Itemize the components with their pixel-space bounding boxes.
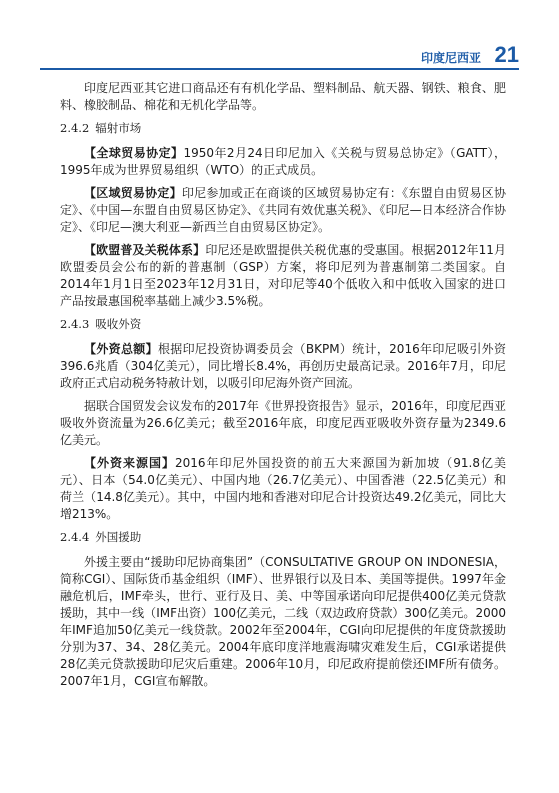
paragraph-text: 印尼参加或正在商谈的区域贸易协定有：《东盟自由贸易区协定》、《中国—东盟自由贸易区协定》、《共同有效优惠关税》、《印尼—日本经济合作协定》、《印尼—澳大利亚—新西兰自由贸易区协定》。: [60, 186, 506, 234]
section-number: 2.4.3: [60, 317, 90, 331]
page-number: 21: [494, 42, 519, 67]
page-body: [60, 80, 506, 696]
section-number: 2.4.2: [60, 121, 90, 135]
paragraph-text: 外援主要由“援助印尼协商集团”（CONSULTATIVE GROUP ON INDONESIA，简称CGI）、国际货币基金组织（IMF）、世界银行以及日本、美国等提供。1997年金融危机后，IMF牵头，世行、亚行及日、美、中等国承诺向印尼提供400亿美元贷款援助，其中一线（IMF出资）100亿美元，二线（双边政府贷款）300亿美元。2000年IMF追加50亿美元一线贷款。2002年至2004年，CGI向印尼提供的年度贷款援助分别为37、34、28亿美元。2004年底印度洋地震海啸灾难发生后，CGI承诺提供28亿美元贷款援助印尼灾后重建。2006年10月，印尼政府提前偿还IMF所有债务。2007年1月，CGI宣布解散。: [60, 555, 506, 688]
body-paragraph: [60, 145, 506, 179]
paragraph-label: 【外资总额】: [84, 342, 158, 356]
paragraph-label: 【全球贸易协定】: [84, 146, 184, 160]
running-header-country: 印度尼西亚: [420, 51, 481, 65]
paragraph-text: 据联合国贸发会议发布的2017年《世界投资报告》显示，2016年，印度尼西亚吸收外资流量为26.6亿美元；截至2016年底，印度尼西亚吸收外资存量为2349.6亿美元。: [60, 399, 506, 447]
body-paragraph: [60, 455, 506, 523]
section-heading: [60, 316, 506, 333]
paragraph-text: 2016年印尼外国投资的前五大来源国为新加坡（91.8亿美元）、日本（54.0亿美元）、中国内地（26.7亿美元）、中国香港（22.5亿美元）和荷兰（14.8亿美元）。其中，中国内地和香港对印尼合计投资达49.2亿美元，同比大增213%。: [60, 456, 506, 521]
paragraph-label: 【欧盟普及关税体系】: [84, 243, 206, 257]
body-paragraph: [60, 341, 506, 392]
section-title: 外国援助: [95, 530, 142, 544]
section-heading: [60, 120, 506, 137]
paragraph-label: 【外资来源国】: [84, 456, 175, 470]
body-paragraph: [60, 554, 506, 690]
body-paragraph: [60, 185, 506, 236]
body-paragraph: [60, 242, 506, 310]
section-number: 2.4.4: [60, 530, 90, 544]
paragraph-text: 根据印尼投资协调委员会（BKPM）统计，2016年印尼吸引外资396.6兆盾（304亿美元），同比增长8.4%，再创历史最高记录。2016年7月，印尼政府正式启动税务特赦计划，以吸引印尼海外资产回流。: [60, 342, 506, 390]
page-header: [40, 42, 519, 70]
body-paragraph: 印度尼西亚其它进口商品还有有机化学品、塑料制品、航天器、钢铁、粮食、肥料、橡胶制品、棉花和无机化学品等。: [60, 81, 506, 112]
paragraph-text: 印尼还是欧盟提供关税优惠的受惠国。根据2012年11月欧盟委员会公布的新的普惠制（GSP）方案，将印尼列为普惠制第二类国家。自2014年1月1日至2023年12月31日，对印尼等40个低收入和中低收入国家的进口产品按最惠国税率基础上减少3.5%税。: [60, 243, 506, 308]
section-heading: [60, 529, 506, 546]
paragraph-label: 【区域贸易协定】: [84, 186, 182, 200]
section-title: 辐射市场: [95, 121, 142, 135]
paragraph-text: 1950年2月24日印尼加入《关税与贸易总协定》（GATT），1995年成为世界贸易组织（WTO）的正式成员。: [60, 146, 506, 177]
body-paragraph: [60, 398, 506, 449]
section-title: 吸收外资: [95, 317, 142, 331]
header-rule: [40, 68, 519, 70]
